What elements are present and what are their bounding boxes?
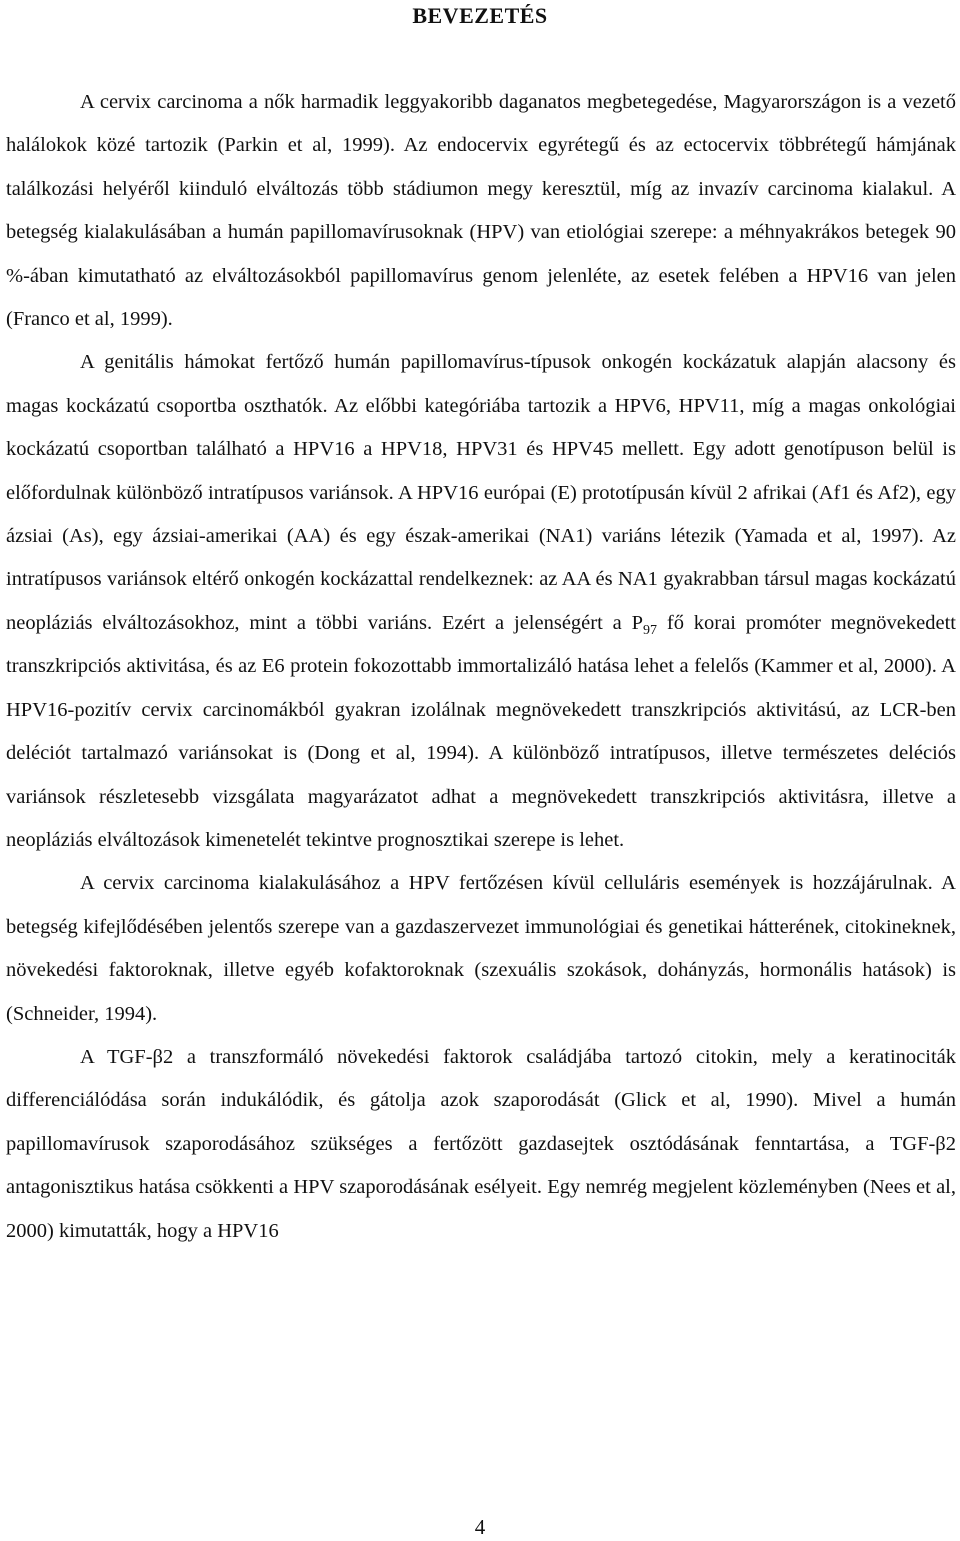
body-text	[6, 81, 956, 1253]
paragraph-1	[6, 81, 956, 341]
paragraph-3-text: A cervix carcinoma kialakulásához a HPV fertőzésen kívül celluláris események is hozzájárulnak. A betegség kifejlődésében jelentős szerepe van a gazdaszervezet immunológiai és genetikai hátterének, citokineknek, növekedési faktoroknak, illetve egyéb kofaktoroknak (szexuális szokások, dohányzás, hormonális hatások) is (Schneider, 1994).	[6, 872, 956, 1025]
paragraph-4	[6, 1036, 956, 1253]
paragraph-4-text: A TGF-β2 a transzformáló növekedési faktorok családjába tartozó citokin, mely a keratinociták differenciálódása során indukálódik, és gátolja azok szaporodását (Glick et al, 1990). Mivel a humán papillomavírusok szaporodásához szükséges a fertőzött gazdasejtek osztódásának fenntartása, a TGF-β2 antagonisztikus hatása csökkenti a HPV szaporodásának esélyeit. Egy nemrég megjelent közleményben (Nees et al, 2000) kimutatták, hogy a HPV16	[6, 1045, 956, 1242]
page-title: BEVEZETÉS	[412, 3, 548, 28]
paragraph-2	[6, 341, 956, 862]
p97-subscript: 97	[643, 622, 658, 638]
paragraph-2-text-b: fő korai promóter megnövekedett transzkripciós aktivitása, és az E6 protein fokozottabb immortalizáló hatása lehet a felelős (Kammer et al, 2000). A HPV16-pozitív cervix carcinomákból gyakran izolálnak megnövekedett transzkripciós aktivitású, az LCR-ben deléciót tartalmazó variánsokat is (Dong et al, 1994). A különböző intratípusos, illetve természetes deléciós variánsok részletesebb vizsgálata magyarázatot adhat a megnövekedett transzkripciós aktivitásra, illetve a neopláziás elváltozások kimenetelét tekintve prognosztikai szerepe is lehet.	[6, 611, 956, 851]
paragraph-2-text-a: A genitális hámokat fertőző humán papillomavírus-típusok onkogén kockázatuk alapján alacsony és magas kockázatú csoportba oszthatók. Az előbbi kategóriába tartozik a HPV6, HPV11, míg a magas onkológiai kockázatú csoportban található a HPV16 a HPV18, HPV31 és HPV45 mellett. Egy adott genotípuson belül is előfordulnak különböző intratípusos variánsok. A HPV16 európai (E) prototípusán kívül 2 afrikai (Af1 és Af2), egy ázsiai (As), egy ázsiai-amerikai (AA) és egy észak-amerikai (NA1) variáns létezik (Yamada et al, 1997). Az intratípusos variánsok eltérő onkogén kockázattal rendelkeznek: az AA és NA1 gyakrabban társul magas kockázatú neopláziás elváltozásokhoz, mint a többi variáns. Ezért a jelenségért a P	[6, 351, 956, 634]
paragraph-1-text: A cervix carcinoma a nők harmadik leggyakoribb daganatos megbetegedése, Magyarországon is a vezető halálokok közé tartozik (Parkin et al, 1999). Az endocervix egyrétegű és az ectocervix többrétegű hámjának találkozási helyéről kiinduló elváltozás több stádiumon megy keresztül, míg az invazív carcinoma kialakul. A betegség kialakulásában a humán papillomavírusoknak (HPV) van etiológiai szerepe: a méhnyakrákos betegek 90 %-ában kimutatható az elváltozásokból papillomavírus genom jelenléte, az esetek felében a HPV16 van jelen (Franco et al, 1999).	[6, 91, 956, 331]
page-number: 4	[474, 1515, 486, 1539]
paragraph-3	[6, 862, 956, 1036]
